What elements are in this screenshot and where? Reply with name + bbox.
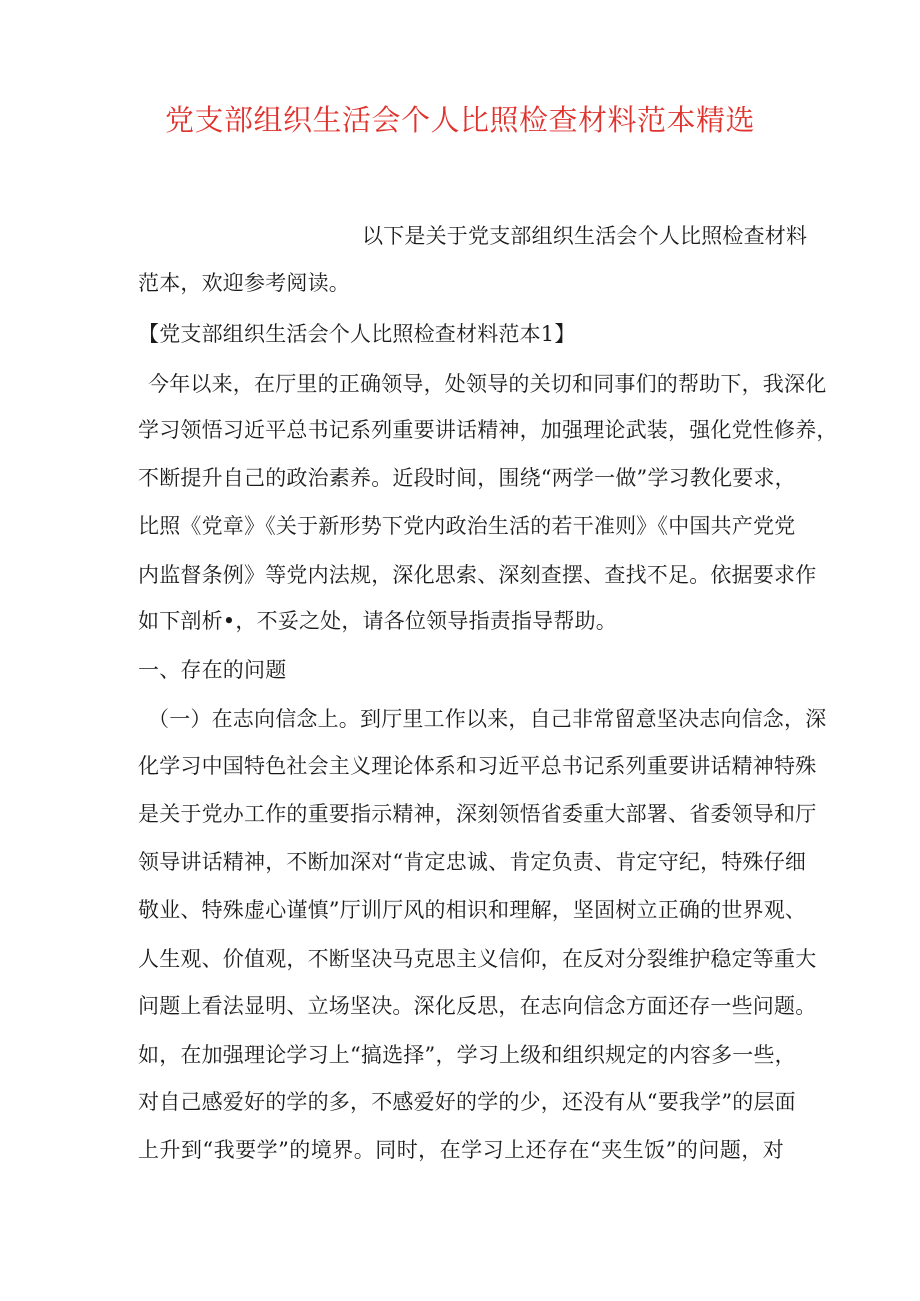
paragraph-line: 如，在加强理论学习上“搞选择”，学习上级和组织规定的内容多一些， [138, 1043, 796, 1067]
paragraph-line: 对自己感爱好的学的多，不感爱好的学的少，还没有从“要我学”的层面 [138, 1090, 796, 1114]
heading-existing-problems: 一、存在的问题 [138, 658, 287, 682]
paragraph-line: 化学习中国特色社会主义理论体系和习近平总书记系列重要讲话精神特殊 [138, 754, 817, 778]
paragraph-line: 领导讲话精神，不断加深对“肯定忠诚、肯定负责、肯定守纪，特殊仔细 [138, 850, 807, 874]
paragraph-line: 是关于党办工作的重要指示精神，深刻领悟省委重大部署、省委领导和厅 [138, 802, 817, 826]
paragraph-line: 敬业、特殊虚心谨慎”厅训厅风的相识和理解，坚固树立正确的世界观、 [138, 898, 807, 922]
paragraph-line: 不断提升自己的政治素养。近段时间，围绕“两学一做”学习教化要求， [138, 466, 796, 490]
section-heading: 【党支部组织生活会个人比照检查材料范本1】 [138, 322, 576, 346]
intro-line-2: 范本，欢迎参考阅读。 [138, 271, 350, 295]
paragraph-line: 学习领悟习近平总书记系列重要讲话精神，加强理论武装，强化党性修养， [138, 418, 838, 442]
paragraph-line: 今年以来，在厅里的正确领导，处领导的关切和同事们的帮助下，我深化 [148, 372, 827, 396]
paragraph-line: （一）在志向信念上。到厅里工作以来，自己非常留意坚决志向信念，深 [148, 707, 827, 731]
document-title: 党支部组织生活会个人比照检查材料范本精选 [164, 103, 755, 137]
paragraph-line: 人生观、价值观，不断坚决马克思主义信仰，在反对分裂维护稳定等重大 [138, 947, 817, 971]
intro-line-1: 以下是关于党支部组织生活会个人比照检查材料 [362, 224, 808, 248]
paragraph-line: 问题上看法显明、立场坚决。深化反思，在志向信念方面还存一些问题。 [138, 994, 817, 1018]
paragraph-line: 内监督条例》等党内法规，深化思索、深刻查摆、查找不足。依据要求作 [138, 563, 817, 587]
paragraph-line: 比照《党章》《关于新形势下党内政治生活的若干准则》《中国共产党党 [138, 514, 796, 538]
paragraph-line: 如下剖析•，不妥之处，请各位领导指责指导帮助。 [138, 609, 617, 633]
paragraph-line: 上升到“我要学”的境界。同时，在学习上还存在“夹生饭”的问题，对 [138, 1138, 784, 1162]
